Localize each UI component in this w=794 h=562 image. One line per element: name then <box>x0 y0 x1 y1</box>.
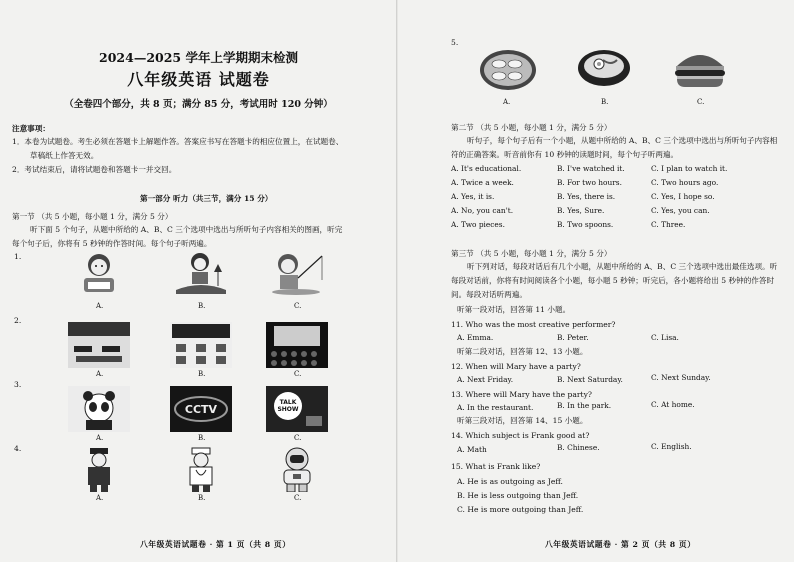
section-3-instruction-line-2: 每段对话前，你将有时间阅读各个小题，每小题 5 秒钟；听完后，各小题将给出 5 秒钟的作答时 <box>451 276 775 285</box>
q4-option-c-label: C. <box>294 494 302 502</box>
section-2-instruction-line-1: 听句子，每个句子后有一个小题，从题中所给的 A、B、C 三个选项中选出与所听句子内容相 <box>467 136 778 145</box>
q11-option-b: B. Peter. <box>557 333 589 342</box>
q9-option-a: A. No, you can't. <box>451 206 514 215</box>
page-1-footer: 八年级英语试题卷 · 第 1 页（共 8 页） <box>140 540 291 549</box>
svg-text:CCTV: CCTV <box>184 403 218 416</box>
q4-option-b-label: B. <box>198 494 206 502</box>
question-5-number: 5. <box>451 38 459 47</box>
boy-planting-image <box>170 250 232 296</box>
q7-option-b: B. For two hours. <box>557 178 622 187</box>
q15-option-c: C. He is more outgoing than Jeff. <box>457 505 584 514</box>
dialog-1-intro: 听第一段对话，回答第 11 小题。 <box>457 305 571 314</box>
q4-option-a-label: A. <box>96 494 104 502</box>
girl-fishing-image <box>266 250 328 296</box>
doctor-image <box>170 446 232 492</box>
dialog-3-intro: 听第三段对话，回答第 14、15 小题。 <box>457 416 588 425</box>
section-2-instruction-line-2: 符的正确答案。听音前你有 10 秒钟的读题时间，每个句子听两遍。 <box>451 150 679 159</box>
q8-option-c: C. Yes, I hope so. <box>651 192 715 201</box>
question-12: 12. When will Mary have a party? <box>451 362 581 371</box>
exam-subtitle: （全卷四个部分，共 8 页；满分 85 分，考试用时 120 分钟） <box>64 99 333 110</box>
q13-option-b: B. In the park. <box>557 401 612 410</box>
q8-option-a: A. Yes, it is. <box>451 192 495 201</box>
note-1-line-1: 1．本卷为试题卷。考生必须在答题卡上解题作答。答案应书写在答题卡的相应位置上，在试题卷、 <box>12 137 344 146</box>
q12-option-c: C. Next Sunday. <box>651 373 711 382</box>
girl-reading-image <box>68 250 130 296</box>
q5-option-b-label: B. <box>601 98 609 106</box>
q2-option-a-label: A. <box>96 370 104 378</box>
q6-option-a: A. It's educational. <box>451 164 522 173</box>
policeman-image <box>68 446 130 492</box>
classroom-image <box>170 322 232 368</box>
q11-option-a: A. Emma. <box>457 333 494 342</box>
q9-option-b: B. Yes, Sure. <box>557 206 605 215</box>
section-3-instruction-line-1: 听下列对话，每段对话后有几个小题，从题中所给的 A、B、C 三个选项中选出最佳选项。听 <box>467 262 778 271</box>
q11-option-c: C. Lisa. <box>651 333 679 342</box>
q2-option-b-label: B. <box>198 370 206 378</box>
q12-option-b: B. Next Saturday. <box>557 375 623 384</box>
note-2: 2．考试结束后，请将试题卷和答题卡一并交回。 <box>12 165 177 174</box>
q6-option-c: C. I plan to watch it. <box>651 164 728 173</box>
q5-option-a-label: A. <box>503 98 511 106</box>
restaurant-image <box>68 322 130 368</box>
exam-main-title: 八年级英语 试题卷 <box>127 70 270 89</box>
question-1-number: 1. <box>14 252 22 261</box>
astronaut-image <box>266 446 328 492</box>
question-14: 14. Which subject is Frank good at? <box>451 431 590 440</box>
q1-option-c-label: C. <box>294 302 302 310</box>
q10-option-b: B. Two spoons. <box>557 220 614 229</box>
talk-show-image <box>266 386 328 432</box>
q5-option-c-label: C. <box>697 98 705 106</box>
noodles-image <box>573 46 635 92</box>
q12-option-a: A. Next Friday. <box>457 375 514 384</box>
q14-option-a: A. Math <box>457 445 487 454</box>
q7-option-c: C. Two hours ago. <box>651 178 719 187</box>
part-1-heading: 第一部分 听力（共三节，满分 15 分） <box>140 194 273 203</box>
section-3-heading: 第三节 （共 5 小题，每小题 1 分，满分 5 分） <box>451 249 612 258</box>
question-13: 13. Where will Mary have the party? <box>451 390 592 399</box>
section-1-instruction-line-2: 每个句子后，你将有 5 秒钟的作答时间。每个句子听两遍。 <box>12 239 212 248</box>
q10-option-c: C. Three. <box>651 220 686 229</box>
question-4-number: 4. <box>14 444 22 453</box>
q14-option-b: B. Chinese. <box>557 443 600 452</box>
question-2-number: 2. <box>14 316 22 325</box>
notes-heading: 注意事项： <box>12 124 50 133</box>
page-2 <box>397 0 794 562</box>
question-3-number: 3. <box>14 380 22 389</box>
cinema-image <box>266 322 328 368</box>
q6-option-b: B. I've watched it. <box>557 164 625 173</box>
q3-option-a-label: A. <box>96 434 104 442</box>
q15-option-b: B. He is less outgoing than Jeff. <box>457 491 579 500</box>
section-1-heading: 第一节 （共 5 小题，每小题 1 分，满分 5 分） <box>12 212 173 221</box>
svg-text:TALK: TALK <box>279 399 297 406</box>
panda-cartoon-image <box>68 386 130 432</box>
q1-option-a-label: A. <box>96 302 104 310</box>
exam-year-title: 2024—2025 学年上学期期末检测 <box>99 50 298 65</box>
dumplings-image <box>477 46 539 92</box>
section-1-instruction-line-1: 听下面 5 个句子，从题中所给的 A、B、C 三个选项中选出与所听句子内容相关的图画，听完 <box>30 225 343 234</box>
q14-option-c: C. English. <box>651 442 692 451</box>
q3-option-b-label: B. <box>198 434 206 442</box>
q10-option-a: A. Two pieces. <box>451 220 505 229</box>
hamburger-image <box>669 46 731 92</box>
section-2-heading: 第二节 （共 5 小题，每小题 1 分，满分 5 分） <box>451 123 612 132</box>
q8-option-b: B. Yes, there is. <box>557 192 616 201</box>
question-15: 15. What is Frank like? <box>451 462 541 471</box>
cctv-news-image <box>170 386 232 432</box>
question-11: 11. Who was the most creative performer? <box>451 320 616 329</box>
q3-option-c-label: C. <box>294 434 302 442</box>
dialog-2-intro: 听第二段对话，回答第 12、13 小题。 <box>457 347 588 356</box>
q13-option-a: A. In the restaurant. <box>457 403 534 412</box>
page-2-footer: 八年级英语试题卷 · 第 2 页（共 8 页） <box>545 540 696 549</box>
svg-text:SHOW: SHOW <box>277 406 299 413</box>
q1-option-b-label: B. <box>198 302 206 310</box>
q7-option-a: A. Twice a week. <box>451 178 514 187</box>
note-1-line-2: 草稿纸上作答无效。 <box>30 151 99 160</box>
q15-option-a: A. He is as outgoing as Jeff. <box>457 477 563 486</box>
q2-option-c-label: C. <box>294 370 302 378</box>
q13-option-c: C. At home. <box>651 400 695 409</box>
section-3-instruction-line-3: 间。每段对话听两遍。 <box>451 290 527 299</box>
q9-option-c: C. Yes, you can. <box>651 206 710 215</box>
